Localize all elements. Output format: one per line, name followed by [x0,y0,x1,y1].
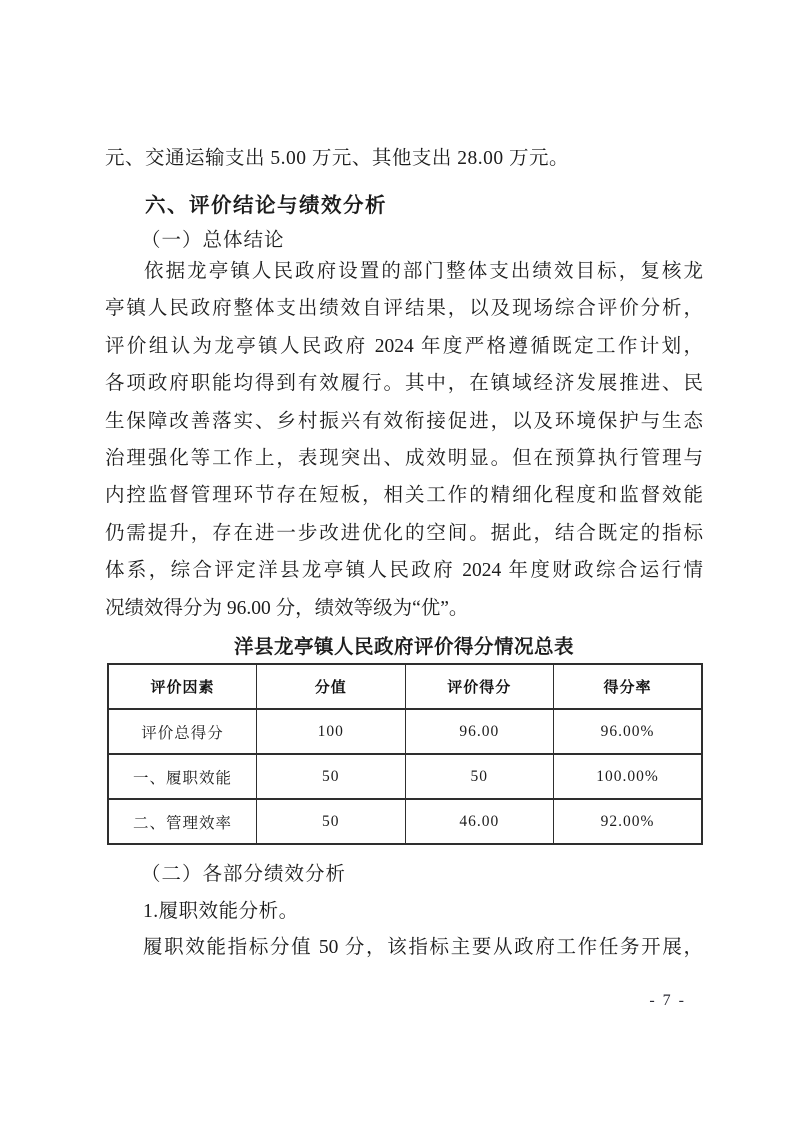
subsection-heading-part-analysis: （二）各部分绩效分析 [141,864,347,885]
paragraph-line: 仍需提升，存在进一步改进优化的空间。据此，结合既定的指标 [105,522,703,544]
table-cell-factor: 评价总得分 [108,709,257,754]
subsection-heading-overall-conclusion: （一）总体结论 [141,230,285,251]
table-row [108,754,702,799]
table-cell-factor: 二、管理效率 [108,799,257,844]
page-number: - 7 - [649,992,686,1009]
analysis-paragraph-line: 履职效能指标分值 50 分，该指标主要从政府工作任务开展， [143,937,703,958]
paragraph-line: 内控监督管理环节存在短板，相关工作的精细化程度和监督效能 [105,485,703,507]
analysis-item-heading: 1.履职效能分析。 [143,901,299,922]
table-cell-points: 50 [257,799,406,844]
paragraph-line: 各项政府职能均得到有效履行。其中，在镇域经济发展推进、民 [105,373,703,395]
main-paragraph [105,253,703,627]
body-continuation-line: 元、交通运输支出 5.00 万元、其他支出 28.00 万元。 [105,148,570,169]
table-cell-points: 100 [257,709,406,754]
paragraph-line: 依据龙亭镇人民政府设置的部门整体支出绩效目标，复核龙 [144,261,703,282]
table-cell-points: 50 [257,754,406,799]
table-cell-score: 46.00 [405,799,554,844]
table-header-cell-rate: 得分率 [554,664,703,709]
table-cell-rate: 96.00% [554,709,703,754]
score-summary-table [107,663,703,845]
paragraph-line: 治理强化等工作上，表现突出、成效明显。但在预算执行管理与 [105,447,703,469]
table-cell-score: 50 [405,754,554,799]
table-cell-rate: 100.00% [554,754,703,799]
table-header-row [108,664,702,709]
section-heading: 六、评价结论与绩效分析 [145,194,387,217]
paragraph-line: 况绩效得分为 96.00 分，绩效等级为“优”。 [105,597,469,619]
paragraph-line: 生保障改善落实、乡村振兴有效衔接促进，以及环境保护与生态 [105,410,703,432]
table-header-cell-score: 评价得分 [405,664,554,709]
table-row [108,799,702,844]
paragraph-line: 评价组认为龙亭镇人民政府 2024 年度严格遵循既定工作计划， [105,335,703,357]
table-cell-rate: 92.00% [554,799,703,844]
table-cell-score: 96.00 [405,709,554,754]
paragraph-line: 亭镇人民政府整体支出绩效自评结果，以及现场综合评价分析， [105,298,703,320]
table-title: 洋县龙亭镇人民政府评价得分情况总表 [233,636,574,658]
table-header-cell-factor: 评价因素 [108,664,257,709]
paragraph-line: 体系，综合评定洋县龙亭镇人民政府 2024 年度财政综合运行情 [105,560,703,582]
table-header-cell-points: 分值 [257,664,406,709]
table-cell-factor: 一、履职效能 [108,754,257,799]
table-row [108,709,702,754]
